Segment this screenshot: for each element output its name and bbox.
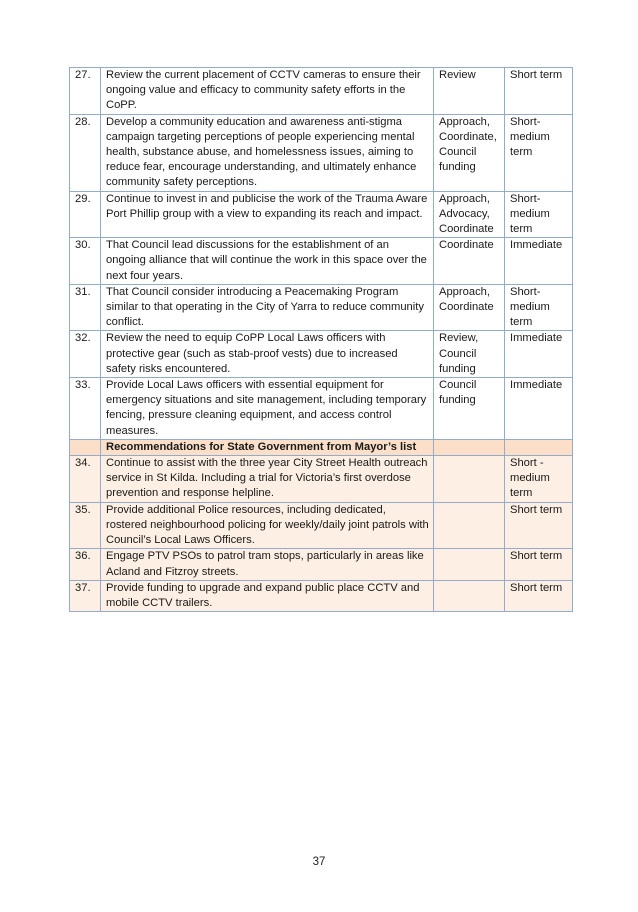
row-number: 31.: [70, 284, 101, 331]
action-type: [434, 456, 505, 503]
table-row: [70, 284, 573, 331]
timeframe: Immediate: [505, 378, 573, 440]
recommendation-text: That Council consider introducing a Peacemaking Program similar to that operating in the City of Yarra to reduce community conflict.: [101, 284, 434, 331]
table-row: [70, 549, 573, 580]
row-number: 37.: [70, 580, 101, 611]
recommendation-text: Review the current placement of CCTV cameras to ensure their ongoing value and efficacy to community safety efforts in the CoPP.: [101, 68, 434, 115]
table-row: [70, 502, 573, 549]
action-type: Approach, Coordinate: [434, 284, 505, 331]
timeframe: Immediate: [505, 331, 573, 378]
recommendation-text: Continue to invest in and publicise the work of the Trauma Aware Port Phillip group with a view to expanding its reach and impact.: [101, 191, 434, 238]
row-number: 27.: [70, 68, 101, 115]
row-number: 35.: [70, 502, 101, 549]
row-number: 34.: [70, 456, 101, 503]
section-heading: Recommendations for State Government from Mayor’s list: [101, 439, 434, 455]
row-number: 29.: [70, 191, 101, 238]
timeframe: Short-medium term: [505, 191, 573, 238]
action-type: [434, 549, 505, 580]
timeframe: Short - medium term: [505, 456, 573, 503]
timeframe: Immediate: [505, 238, 573, 285]
table-row: [70, 331, 573, 378]
page-number: 37: [312, 856, 326, 868]
empty-cell: [505, 439, 573, 455]
action-type: Approach, Coordinate, Council funding: [434, 114, 505, 191]
timeframe: Short term: [505, 580, 573, 611]
action-type: Review, Council funding: [434, 331, 505, 378]
row-number: 28.: [70, 114, 101, 191]
row-number: 30.: [70, 238, 101, 285]
empty-cell: [70, 439, 101, 455]
recommendation-text: Provide Local Laws officers with essential equipment for emergency situations and site management, including temporary fencing, pressure cleaning equipment, and access control measures.: [101, 378, 434, 440]
table-row: [70, 68, 573, 115]
section-heading-row: [70, 439, 573, 455]
row-number: 32.: [70, 331, 101, 378]
timeframe: Short term: [505, 549, 573, 580]
action-type: Approach, Advocacy, Coordinate: [434, 191, 505, 238]
recommendations-table: [69, 67, 573, 612]
table-row: [70, 114, 573, 191]
row-number: 36.: [70, 549, 101, 580]
timeframe: Short term: [505, 68, 573, 115]
empty-cell: [434, 439, 505, 455]
timeframe: Short-medium term: [505, 284, 573, 331]
action-type: Review: [434, 68, 505, 115]
action-type: [434, 580, 505, 611]
action-type: Council funding: [434, 378, 505, 440]
table-row: [70, 378, 573, 440]
recommendation-text: Engage PTV PSOs to patrol tram stops, particularly in areas like Acland and Fitzroy streets.: [101, 549, 434, 580]
action-type: Coordinate: [434, 238, 505, 285]
timeframe: Short term: [505, 502, 573, 549]
table-row: [70, 191, 573, 238]
recommendation-text: Review the need to equip CoPP Local Laws officers with protective gear (such as stab-proof vests) due to increased safety risks encountered.: [101, 331, 434, 378]
table-row: [70, 580, 573, 611]
recommendation-text: Develop a community education and awareness anti-stigma campaign targeting perceptions of people experiencing mental health, substance abuse, and homelessness issues, aiming to reduce fear, encourage understanding, and ultimately enhance community safety perceptions.: [101, 114, 434, 191]
recommendation-text: Provide additional Police resources, including dedicated, rostered neighbourhood policing for weekly/daily joint patrols with Council’s Local Laws Officers.: [101, 502, 434, 549]
table-row: [70, 456, 573, 503]
table-row: [70, 238, 573, 285]
recommendation-text: That Council lead discussions for the establishment of an ongoing alliance that will continue the work in this space over the next four years.: [101, 238, 434, 285]
recommendation-text: Continue to assist with the three year City Street Health outreach service in St Kilda. Including a trial for Victoria’s first overdose prevention and response helpline.: [101, 456, 434, 503]
recommendation-text: Provide funding to upgrade and expand public place CCTV and mobile CCTV trailers.: [101, 580, 434, 611]
action-type: [434, 502, 505, 549]
timeframe: Short-medium term: [505, 114, 573, 191]
row-number: 33.: [70, 378, 101, 440]
